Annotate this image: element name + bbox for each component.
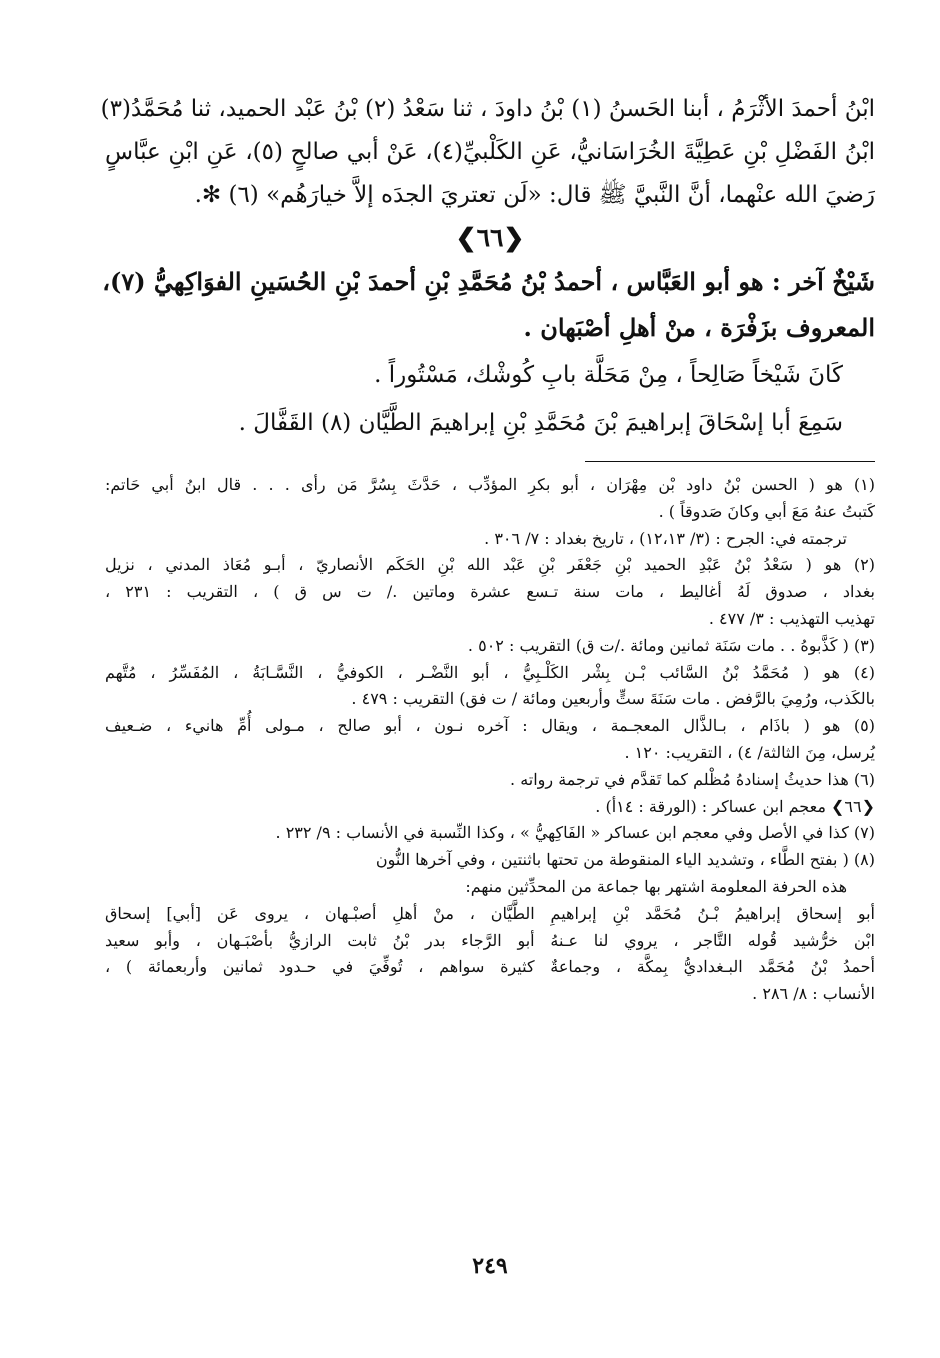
entry-heading-line: شَيْخٌ آخر : هو أبو العَبَّاس ، أحمدُ بْنُ مُحَمَّدِ بْنِ أحمدَ بْنِ الحُسَينِ الفوَاكِهيُّ (٧)، xyxy=(102,267,875,296)
footnote-line: هذه الحرفة المعلومة اشتهر بها جماعة من المحدِّثين منهم: xyxy=(465,876,847,896)
footnote-line: الأنساب : ٨/ ٢٨٦ . xyxy=(752,984,875,1004)
entry-number: ❮٦٦❯ xyxy=(455,223,525,252)
entry-body-line: سَمِعَ أبا إسْحَاقَ إبراهيمَ بْنَ مُحَمَّدِ بْنِ إبراهيمَ الطَّيَّان (٨) القَفَّالَ . xyxy=(238,410,843,436)
footnotes xyxy=(105,472,875,1008)
entry-heading-line: المعروف بزَفْرَة ، منْ أهلِ أصْبَهان . xyxy=(523,313,875,342)
main-text-line: ابْنُ الفَضْلِ بْنِ عَطِيَّةَ الخُرَاسَانيُّ، عَنِ الكَلْبيِّ(٤)، عَنْ أبي صالحٍ (٥)، عَنِ ابْنِ عبَّاسٍ xyxy=(105,139,876,165)
main-text xyxy=(100,88,876,217)
footnote-line: بالكَذب، ورُمِيَ بالرَّفض . مات سَنَةَ ستٍّ وأربعين ومائة / ت فق) التقريب : ٤٧٩ . xyxy=(351,689,875,709)
page-number: ٢٤٩ xyxy=(472,1253,508,1279)
footnote-line: (٤) هو ( مُحَمَّدُ بْنُ السَّائب بْـن بِشْر الكَلْـبِيُّ ، أبو النَّضْـر ، الكوفيُّ ، النَّسَّـابَةُ ، المُفَسِّرُ ، مُتَّهم xyxy=(105,662,875,682)
footnote-line: تهذيب التهذيب : ٣/ ٤٧٧ . xyxy=(708,608,875,628)
footnote-line: بغداد ، صدوق لَهُ أغاليط ، مات سنة تـسع عشرة وماتين ./ ت س ق ) ، التقريب : ٢٣١ ، xyxy=(105,582,876,602)
footnote-line: أحمدُ بْنُ مُحَمَّد البـغداديُّ بِمكَّة ، وجماعةٌ كثيرة سواهم ، تُوفِّيَ في حـدود ثمانين وأربعمائة ) ، xyxy=(105,957,875,977)
footnote-line: ترجمته في: الجرح : (٣/ ١٢،١٣) ، تاريخ بغداد : ٧/ ٣٠٦ . xyxy=(484,528,847,548)
footnote-line: أبو إسحاق إبراهيمُ بْـنُ مُحَمَّد بْنِ إبراهيمِ الطَّيَّان ، منْ أهلِ أصبْـهان ، يروى عَن [أبي] إسحاق xyxy=(105,903,875,923)
footnote-line: كَتبتُ عنهُ مَعَ أبي وكانَ صَدوقاً ) . xyxy=(658,501,875,521)
footnote-line: (٢) هو ( سَعْدُ بْنُ عَبْدِ الحميد بْنِ جَعْفَر بْنِ عَبْد الله بْنِ الحَكَم الأنصاريّ ، أبـو مُعَاذ المدني ، نزيل xyxy=(105,555,875,575)
footnote-line: (٥) هو ( باذَام ، بـالذَّال المعجـمة ، ويقال : آخره نـون ، أبو صالح ، مـولى أُمِّ هانيء ، ضـعيف xyxy=(105,716,876,736)
footnote-line: (٦) هذا حديثُ إسنادهُ مُظْلم كما تَقدَّم في ترجمة رواته . xyxy=(510,769,875,789)
footnote-line: ❮٦٦❯ معجم ابن عساكر : (الورقة : ١٤أ) . xyxy=(595,796,875,816)
footnote-line: (١) هو ( الحسن بْنُ داود بْن مِهْرَان ، أبو بكرِ المؤدِّب ، حَدَّثَ بِسُرَّ مَن رأى . . . قال ابنُ أبي حَاتم: xyxy=(105,475,875,494)
footnote-line: (٨) ( بفتح الطَّاء ، وتشديد الياء المنقوطة من تحتها باثنتين ، وفي آخرها النُّون xyxy=(375,850,875,870)
entry-heading xyxy=(102,259,875,351)
book-page xyxy=(100,88,876,1318)
footnote-line: (٧) كذا في الأصل وفي معجم ابن عساكر « الفَاكِهيُّ » ، وكذا النِّسبة في الأنساب : ٩/ ٢٣٢ . xyxy=(275,823,875,843)
main-text-line: ابْنُ أحمدَ الأثْرَمُ ، أبنا الحَسنُ (١) بْنُ داودَ ، ثنا سَعْدُ (٢) بْنُ عَبْد الحميد، ثنا مُحَمَّدُ(٣) xyxy=(100,96,875,122)
entry-body xyxy=(105,351,875,447)
footnote-divider xyxy=(585,461,875,462)
footnote-line: ابْن خرُّشيد قُوله التَّاجر ، يروي لنا عـنهُ أبو الرَّجاء بدر بْنُ ثابت الرازيُّ بأصْبَـهان ، وأبو سعيد xyxy=(105,930,875,950)
footnote-line: يُرسل، مِنَ الثالثة/ ٤) ، التقريب: ١٢٠ . xyxy=(624,742,875,762)
entry-body-line: كَانَ شَيْخاً صَالِحاً ، مِنْ مَحَلَّة بابِ كُوشْك، مَسْتُوراً . xyxy=(374,362,843,388)
main-text-line: رَضيَ الله عنْهما، أنَّ النَّبيَّ ﷺ قال: «لَن تعتريَ الجدَه إلاَّ خيارَهُم» (٦) ✻. xyxy=(194,182,875,208)
footnote-line: (٣) ( كَذَّبوهُ . . مات سَنَة ثمانين ومائة ./ت ق) التقريب : ٥٠٢ . xyxy=(467,635,875,655)
